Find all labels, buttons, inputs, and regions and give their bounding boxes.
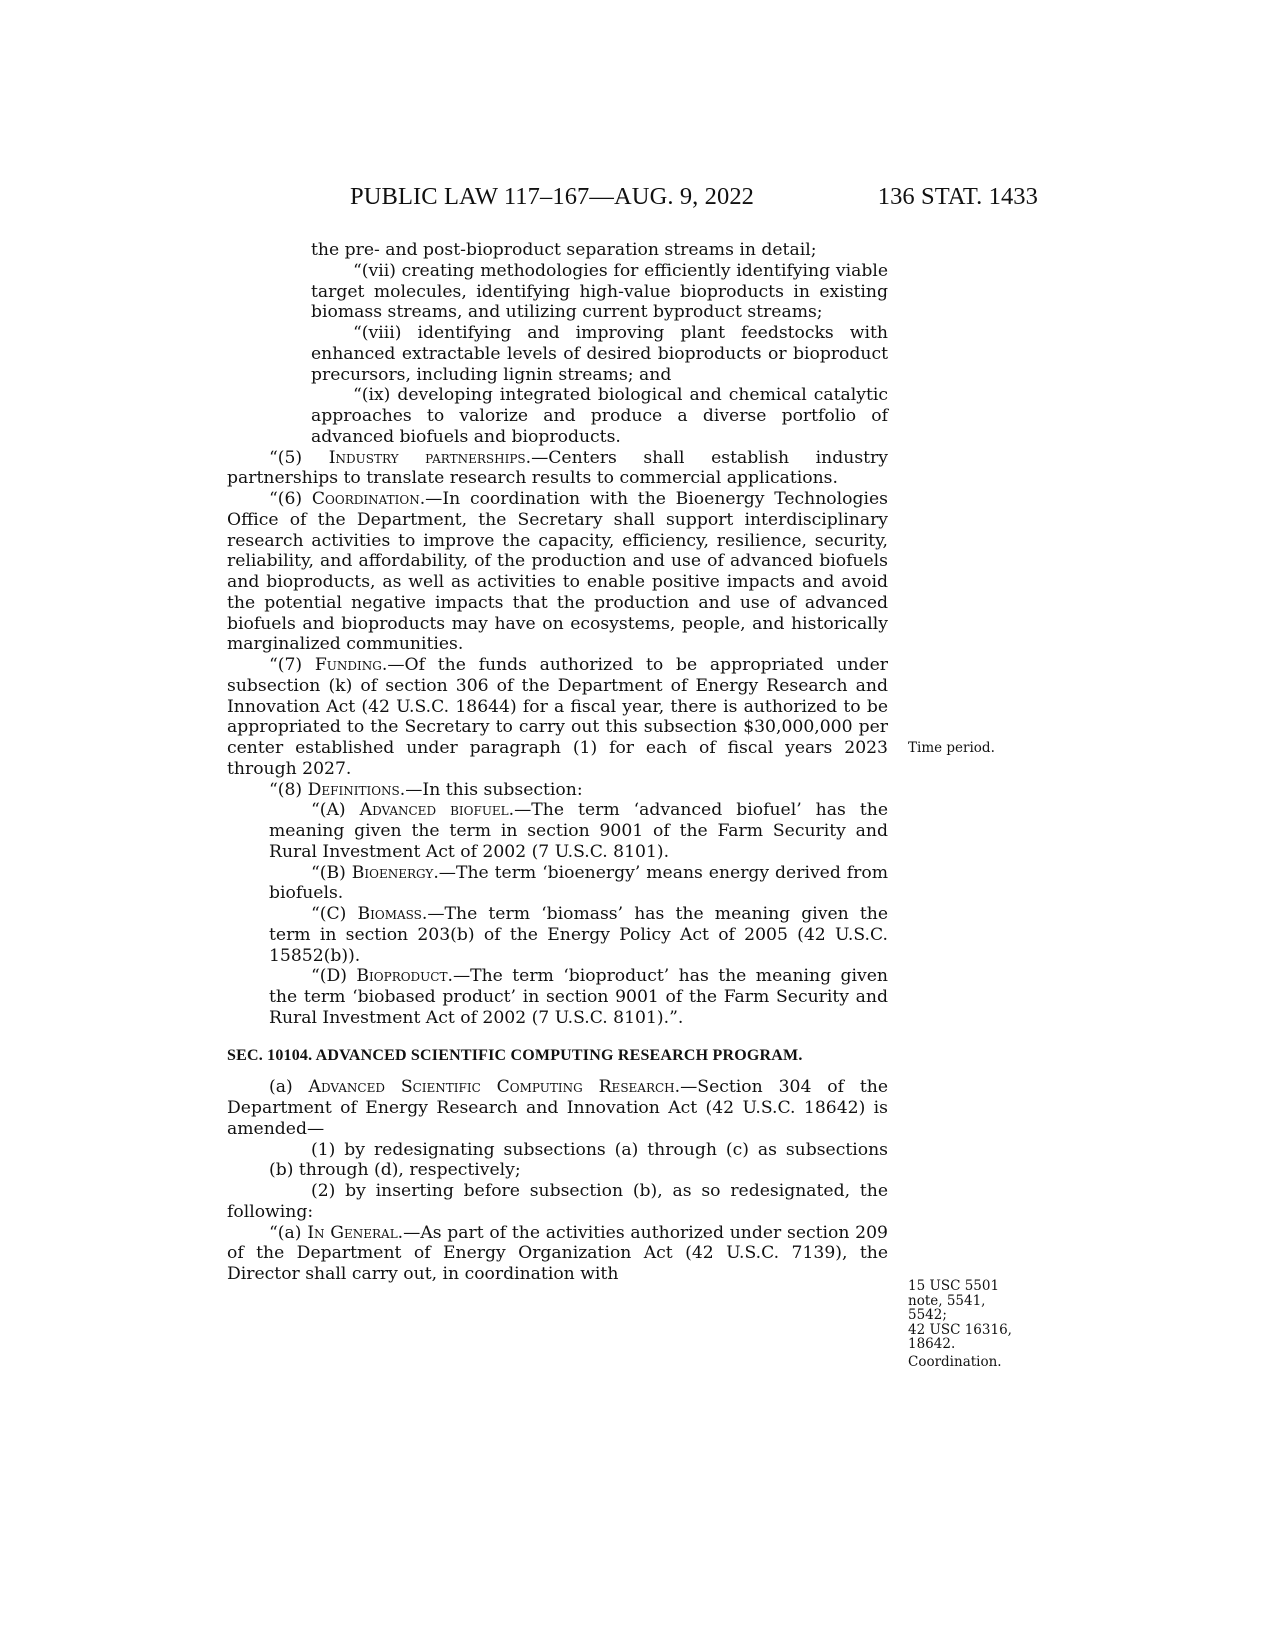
clause-vii: “(vii) creating methodologies for efficiently identifying viable target molecules, identifying high-value bioproducts in existing biomass streams, and utilizing current byproduct streams; [311, 260, 888, 323]
clause-ix: “(ix) developing integrated biological and chemical catalytic approaches to valorize and produce a diverse portfolio of advanced biofuels and bioproducts. [311, 385, 888, 447]
subsection-a-number: (a) [269, 1077, 309, 1098]
continued-clause: the pre- and post-bioproduct separation streams in detail; [311, 240, 817, 260]
definition-a [269, 800, 888, 862]
margin-note-coordination: Coordination. [908, 1354, 1002, 1370]
definition-b-number: “(B) [311, 862, 352, 883]
margin-note-usc-citation [908, 1279, 1028, 1352]
paragraph-5 [227, 448, 888, 490]
definition-d-number: “(D) [311, 966, 357, 987]
paragraph-8-number: “(8) [269, 779, 308, 800]
paragraph-6-text: .—In coordination with the Bioenergy Technologies Office of the Department, the Secretary shall support interdisciplinary research activities to improve the capacity, efficiency, resilience, security, reliability, and affordability, of the production and use of advanced biofuels and bioproducts, as well as activities to enable positive impacts and avoid the potential negative impacts that the production and use of advanced biofuels and bioproducts may have on ecosystems, people, and historically marginalized communities. [227, 489, 888, 655]
clause-viii: “(viii) identifying and improving plant feedstocks with enhanced extractable levels of desired bioproducts or bioproduct precursors, including lignin streams; and [311, 323, 888, 385]
definition-c-text: .—The term ‘biomass’ has the meaning given the term in section 203(b) of the Energy Policy Act of 2005 (42 U.S.C. 15852(b)). [269, 904, 889, 966]
definition-b-text: .—The term ‘bioenergy’ means energy derived from biofuels. [269, 862, 888, 904]
running-head: PUBLIC LAW 117–167—AUG. 9, 2022 [350, 183, 755, 210]
definition-c-heading: Biomass [357, 904, 422, 924]
page-number: 136 STAT. 1433 [877, 183, 1038, 210]
definition-b-heading: Bioenergy [351, 862, 434, 883]
law-text-column [227, 240, 888, 1285]
definition-a-heading: Advanced biofuel [359, 800, 509, 821]
paragraph-6-heading: Coordination [311, 489, 420, 509]
definition-a-number: “(A) [311, 800, 360, 821]
inserted-subsection-a [227, 1223, 888, 1285]
paragraph-8-heading: Definitions [307, 779, 400, 800]
subsection-a [227, 1077, 888, 1139]
paragraph-8 [227, 780, 888, 801]
paragraph-5-text: .—Centers shall establish industry partnerships to translate research results to commercial applications. [227, 447, 888, 489]
paragraph-6-number: “(6) [269, 489, 312, 509]
paragraph-7-number: “(7) [269, 655, 315, 675]
paragraph-7-text: .—Of the funds authorized to be appropriated under subsection (k) of section 306 of the Department of Energy Research and Innovation Act (42 U.S.C. 18644) for a fiscal year, there is authorized to be appropriated to the Secretary to carry out this subsection $30,000,000 per center established under paragraph (1) for each of fiscal years 2023 through 2027. [227, 655, 888, 779]
page-header [350, 183, 1038, 223]
amendment-2: (2) by inserting before subsection (b), as so redesignated, the following: [227, 1181, 888, 1222]
usc-line-4: 18642. [908, 1336, 956, 1352]
paragraph-7 [227, 655, 888, 780]
paragraph-8-text: .—In this subsection: [399, 779, 583, 800]
definition-d [269, 966, 888, 1028]
definition-c-number: “(C) [311, 904, 358, 924]
paragraph-5-number: “(5) [269, 447, 329, 468]
inserted-subsection-a-heading: In General [307, 1222, 398, 1243]
subsection-a-text: .—Section 304 of the Department of Energy Research and Innovation Act (42 U.S.C. 18642) is amended— [227, 1077, 888, 1139]
definition-a-text: .—The term ‘advanced biofuel’ has the meaning given the term in section 9001 of the Farm Security and Rural Investment Act of 2002 (7 U.S.C. 8101). [269, 800, 889, 862]
subsection-a-heading: Advanced Scientific Computing Research [308, 1077, 675, 1098]
usc-line-3: 42 USC 16316, [908, 1321, 1012, 1338]
margin-note-time-period: Time period. [908, 740, 995, 756]
inserted-subsection-a-text: .—As part of the activities authorized under section 209 of the Department of Energy Organization Act (42 U.S.C. 7139), the Director shall carry out, in coordination with [227, 1222, 888, 1284]
section-heading: SEC. 10104. ADVANCED SCIENTIFIC COMPUTING RESEARCH PROGRAM. [227, 1046, 803, 1064]
amendment-1: (1) by redesignating subsections (a) through (c) as subsections (b) through (d), respectively; [269, 1139, 888, 1181]
definition-b [269, 863, 888, 905]
inserted-subsection-a-number: “(a) [269, 1222, 308, 1243]
definition-c [269, 904, 888, 966]
paragraph-5-heading: Industry partnerships [328, 447, 526, 468]
paragraph-6 [227, 489, 888, 655]
definition-d-text: .—The term ‘bioproduct’ has the meaning given the term ‘biobased product’ in section 9001 of the Farm Security and Rural Investment Act of 2002 (7 U.S.C. 8101).”. [269, 966, 888, 1028]
usc-line-2: note, 5541, 5542; [908, 1292, 986, 1323]
usc-line-1: 15 USC 5501 [908, 1278, 1000, 1294]
paragraph-7-heading: Funding [314, 655, 382, 675]
definition-d-heading: Bioproduct [356, 966, 448, 987]
